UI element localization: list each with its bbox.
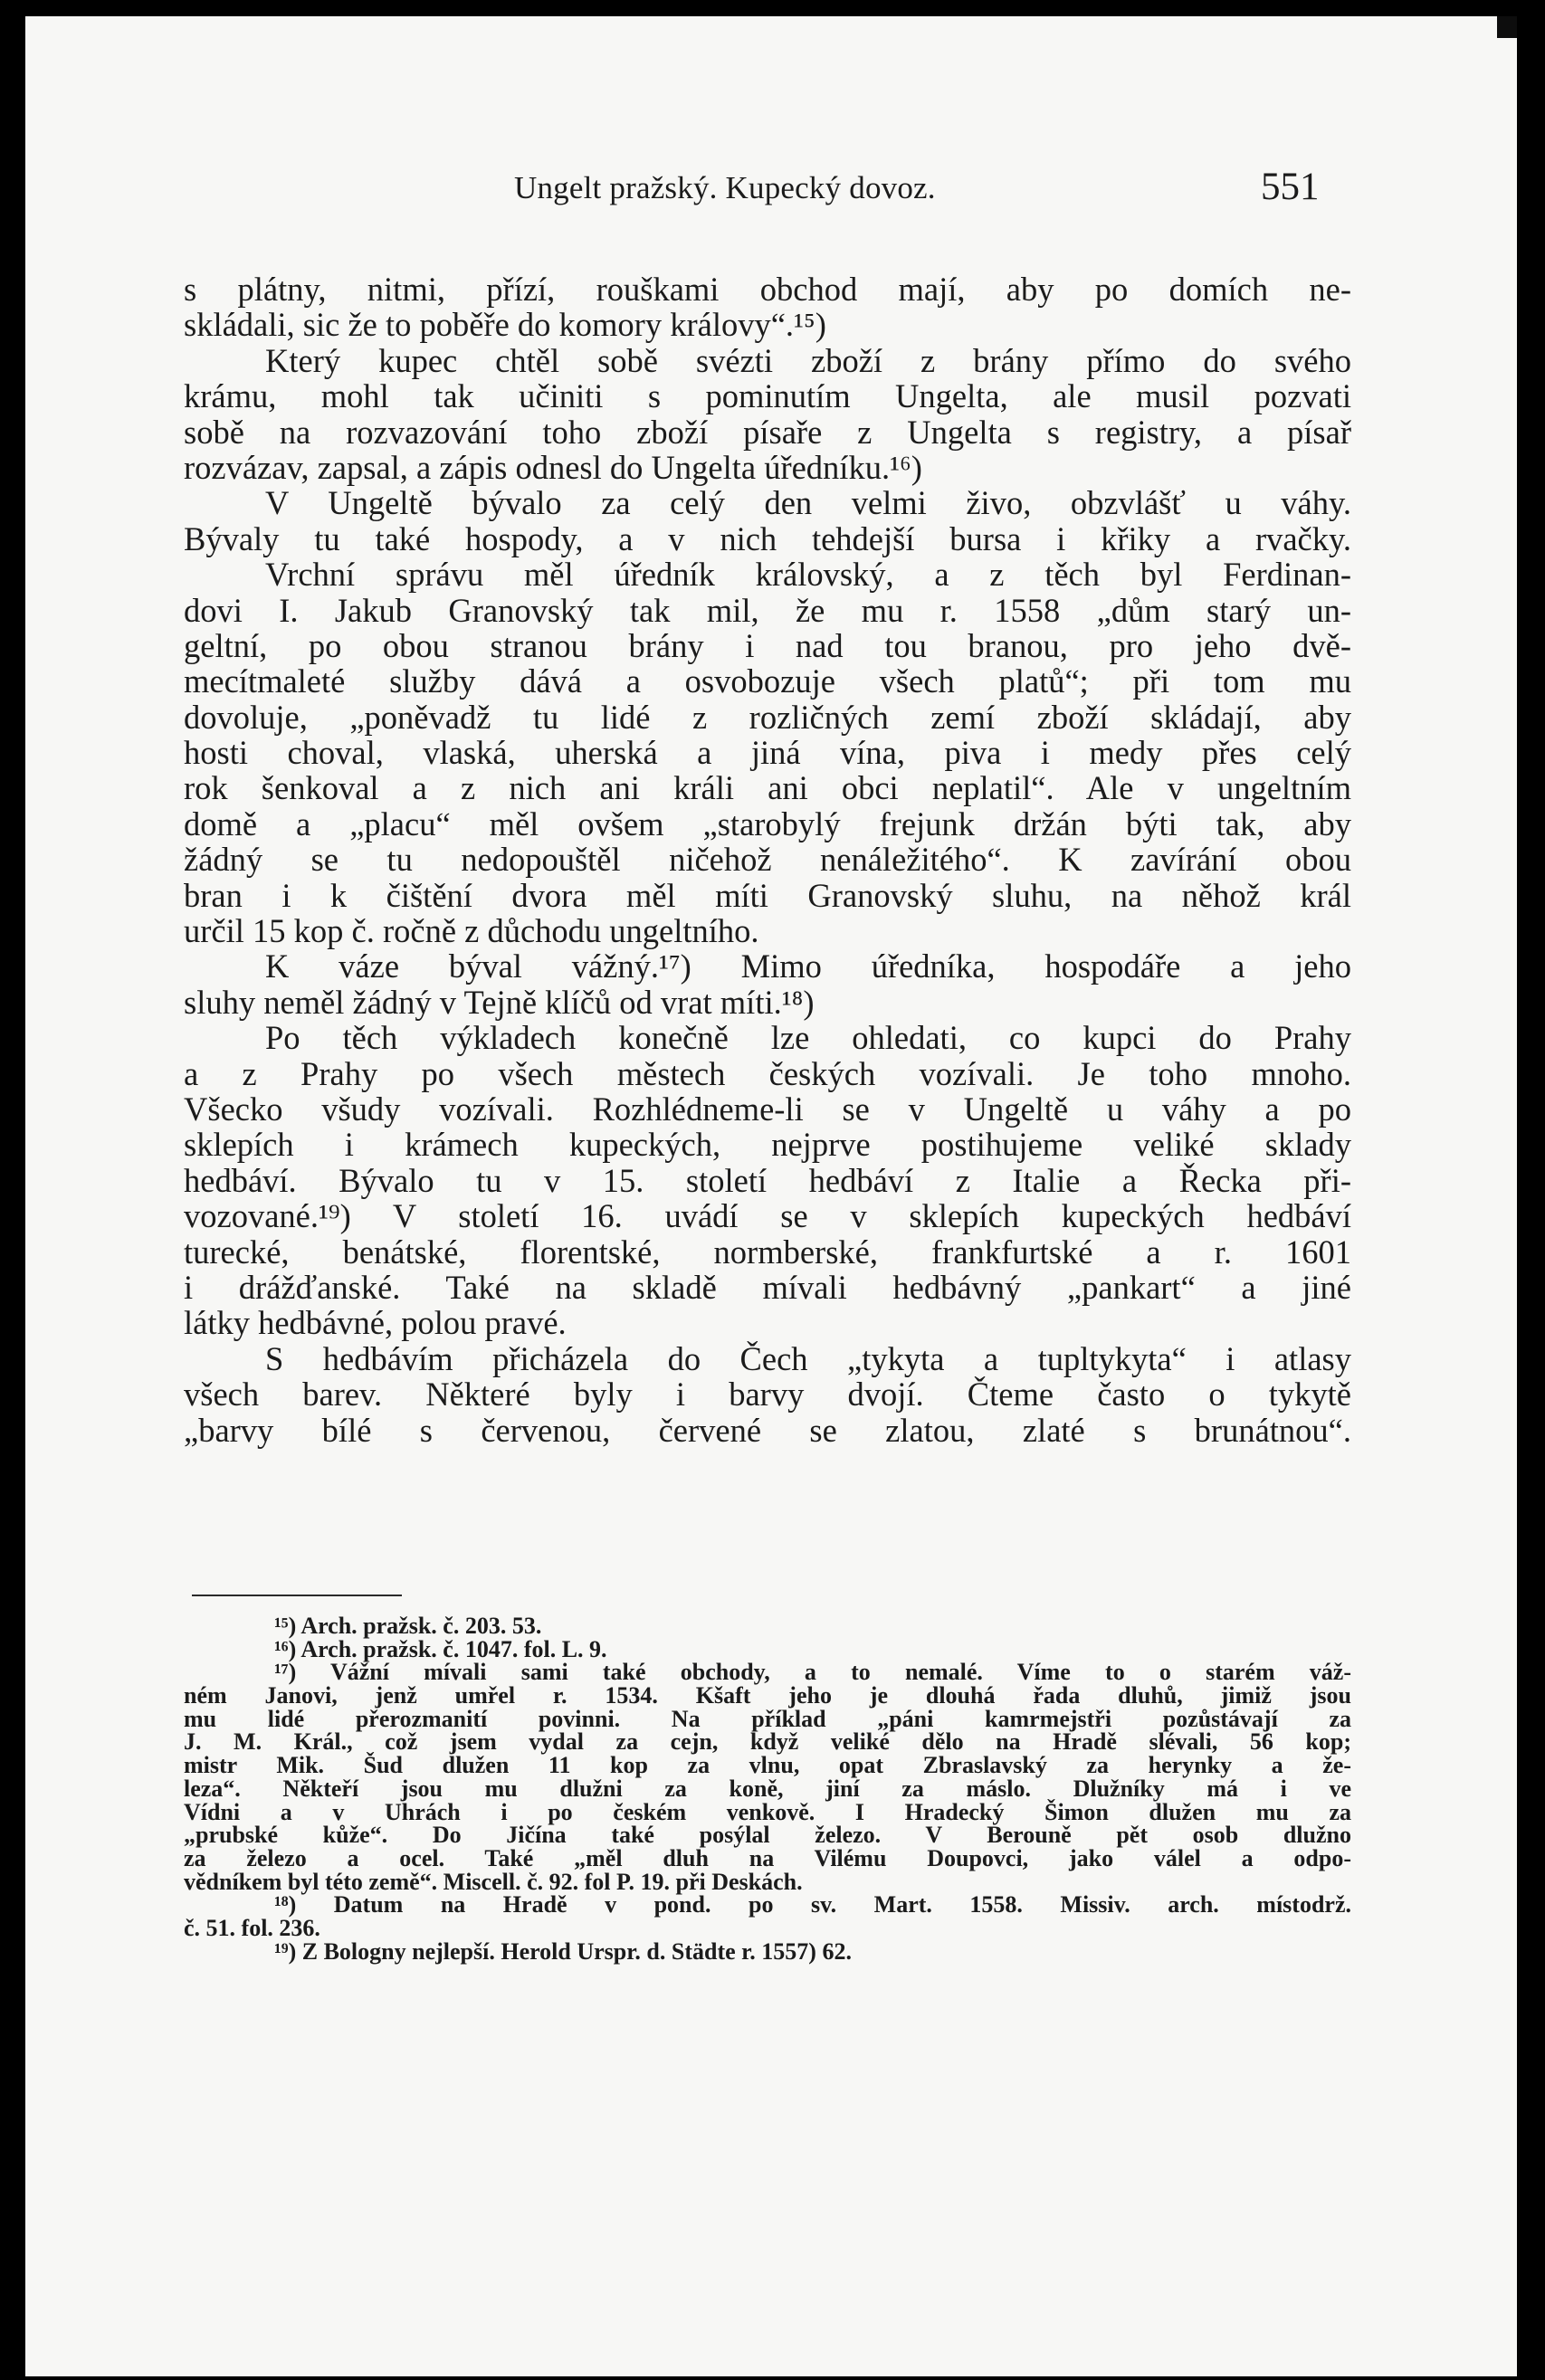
- text-line: rok šenkoval a z nich ani králi ani obci neplatil“. Ale v ungeltním: [184, 769, 1351, 807]
- footnote-line: ¹⁸) Datum na Hradě v pond. po sv. Mart. 1558. Missiv. arch. místodrž.: [274, 1891, 1351, 1918]
- text-line: K váze býval vážný.¹⁷) Mimo úředníka, hospodáře a jeho: [265, 947, 1351, 985]
- scan-corner-mark: [1497, 16, 1517, 38]
- text-line: krámu, mohl tak učiniti s pominutím Ungelta, ale musil pozvati: [184, 377, 1351, 415]
- text-line: Vrchní správu měl úředník královský, a z těch byl Ferdinan-: [265, 556, 1351, 594]
- text-line: dovi I. Jakub Granovský tak mil, že mu r. 1558 „dům starý un-: [184, 591, 1351, 629]
- footnote-line: Vídni a v Uhrách i po českém venkově. I Hradecký Šimon dlužen mu za: [184, 1798, 1351, 1825]
- text-line: domě a „placu“ měl ovšem „starobylý frejunk držán býti tak, aby: [184, 804, 1351, 843]
- footnote-divider: [192, 1595, 402, 1596]
- text-line: žádný se tu nedopouštěl ničehož nenáležitého“. K zavírání obou: [184, 841, 1351, 879]
- text-line: vozované.¹⁹) V století 16. uvádí se v sklepích kupeckých hedbáví: [184, 1197, 1351, 1235]
- text-line: Bývaly tu také hospody, a v nich tehdejší bursa i křiky a rvačky.: [184, 519, 1351, 557]
- text-line: bran i k čištění dvora měl míti Granovský sluhu, na něhož král: [184, 876, 1351, 914]
- text-line: mecítmaleté služby dává a osvobozuje všech platů“; při tom mu: [184, 662, 1351, 700]
- footnote-line: ¹⁶) Arch. pražsk. č. 1047. fol. L. 9.: [274, 1635, 607, 1662]
- footnote-line: ¹⁷) Vážní mívali sami také obchody, a to nemalé. Víme to o starém váž-: [274, 1659, 1351, 1686]
- text-line: geltní, po obou stranou brány i nad tou branou, pro jeho dvě-: [184, 626, 1351, 664]
- footnotes: [184, 1614, 1351, 1963]
- text-line: skládali, sic že to poběře do komory královy“.¹⁵): [184, 306, 826, 344]
- text-line: sobě na rozvazování toho zboží písaře z Ungelta s registry, a písař: [184, 413, 1351, 451]
- text-line: sklepích i krámech kupeckých, nejprve postihujeme veliké sklady: [184, 1126, 1351, 1164]
- text-line: hedbáví. Bývalo tu v 15. století hedbáví z Italie a Řecka při-: [184, 1161, 1351, 1199]
- text-line: dovoluje, „poněvadž tu lidé z rozličných zemí zboží skládají, aby: [184, 698, 1351, 736]
- page-number: 551: [1261, 166, 1320, 208]
- text-line: všech barev. Některé byly i barvy dvojí. Čteme často o tykytě: [184, 1376, 1351, 1414]
- text-line: látky hedbávné, polou pravé.: [184, 1304, 567, 1342]
- text-line: hosti choval, vlaská, uherská a jiná vína, piva i medy přes celý: [184, 734, 1351, 772]
- footnote-line: vědníkem byl této země“. Miscell. č. 92. fol P. 19. při Deskách.: [184, 1868, 803, 1895]
- text-line: turecké, benátské, florentské, normberské, frankfurtské a r. 1601: [184, 1233, 1351, 1271]
- text-line: „barvy bílé s červenou, červené se zlatou, zlaté s brunátnou“.: [184, 1411, 1351, 1449]
- footnote-line: ¹⁹) Z Bologny nejlepší. Herold Urspr. d. Städte r. 1557) 62.: [274, 1937, 852, 1965]
- text-line: S hedbávím přicházela do Čech „tykyta a tupltykyta“ i atlasy: [265, 1339, 1351, 1377]
- text-line: V Ungeltě bývalo za celý den velmi živo, obzvlášť u váhy.: [265, 484, 1351, 522]
- text-line: Který kupec chtěl sobě svézti zboží z brány přímo do svého: [265, 341, 1351, 379]
- text-line: i drážďanské. Také na skladě mívali hedbávný „pankart“ a jiné: [184, 1268, 1351, 1306]
- footnote-line: „prubské kůže“. Do Jičína také posýlal železo. V Berouně pět osob dlužno: [184, 1822, 1351, 1849]
- main-text: [184, 271, 1351, 1448]
- text-line: určil 15 kop č. ročně z důchodu ungeltního.: [184, 912, 759, 950]
- footnote-line: mu lidé přerozmanití povinni. Na příklad „páni kamrmejstři pozůstávají za: [184, 1705, 1351, 1732]
- book-page: [25, 16, 1517, 2376]
- footnote-line: č. 51. fol. 236.: [184, 1914, 320, 1941]
- text-line: s plátny, nitmi, přízí, rouškami obchod mají, aby po domích ne-: [184, 271, 1351, 308]
- text-line: Po těch výkladech konečně lze ohledati, co kupci do Prahy: [265, 1019, 1351, 1057]
- footnote-line: J. M. Král., což jsem vydal za cejn, když veliké dělo na Hradě slévali, 56 kop;: [184, 1728, 1351, 1756]
- text-line: Všecko všudy vozívali. Rozhlédneme-li se v Ungeltě u váhy a po: [184, 1090, 1351, 1128]
- text-line: sluhy neměl žádný v Tejně klíčů od vrat míti.¹⁸): [184, 983, 815, 1021]
- footnote-line: ném Janovi, jenž umřel r. 1534. Kšaft jeho je dlouhá řada dluhů, jimiž jsou: [184, 1682, 1351, 1709]
- running-header: Ungelt pražský. Kupecký dovoz.: [514, 170, 936, 205]
- text-line: a z Prahy po všech městech českých vozívali. Je toho mnoho.: [184, 1054, 1351, 1092]
- footnote-line: ¹⁵) Arch. pražsk. č. 203. 53.: [274, 1613, 542, 1639]
- footnote-line: za železo a ocel. Také „měl dluh na Vilému Doupovci, jako válel a odpo-: [184, 1844, 1351, 1871]
- text-line: rozvázav, zapsal, a zápis odnesl do Ungelta úředníku.¹⁶): [184, 448, 922, 486]
- footnote-line: leza“. Někteří jsou mu dlužni za koně, jiní za máslo. Dlužníky má i ve: [184, 1775, 1351, 1802]
- footnote-line: mistr Mik. Šud dlužen 11 kop za vlnu, opat Zbraslavský za herynky a že-: [184, 1752, 1351, 1779]
